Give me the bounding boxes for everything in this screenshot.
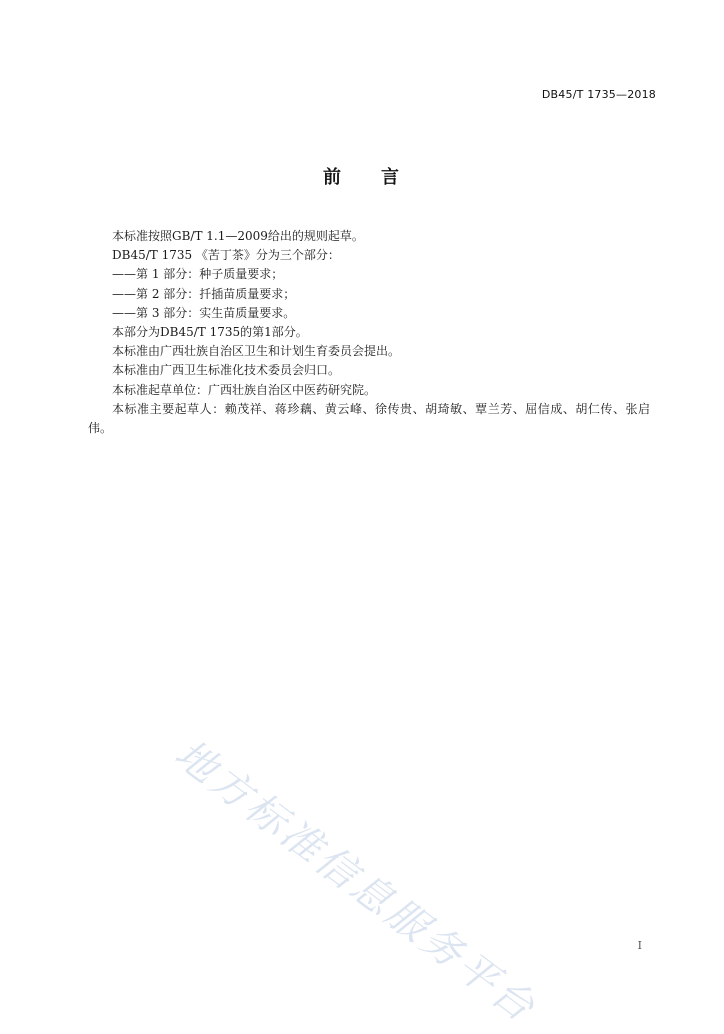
- paragraph-proposer: 本标准由广西壮族自治区卫生和计划生育委员会提出。: [112, 344, 401, 359]
- title-char-2: 言: [381, 167, 401, 188]
- paragraph-drafting-rules: 本标准按照GB/T 1.1—2009给出的规则起草。: [112, 229, 364, 243]
- paragraph-part-1: ——第 1 部分：种子质量要求；: [112, 267, 284, 282]
- paragraph-drafting-unit: 本标准起草单位：广西壮族自治区中医药研究院。: [112, 382, 377, 397]
- foreword-body: [88, 227, 650, 438]
- paragraph-drafters: 本标准主要起草人：赖茂祥、蒋珍藕、黄云峰、徐传贵、胡琦敏、覃兰芳、屈信成、胡仁传、张启伟。: [88, 401, 650, 436]
- watermark: 地方标准信息服务平台: [166, 730, 546, 1033]
- paragraph-administrator: 本标准由广西卫生标准化技术委员会归口。: [112, 363, 341, 378]
- title-char-1: 前: [323, 167, 343, 188]
- standard-code: DB45/T 1735—2018: [541, 88, 656, 101]
- paragraph-parts-intro: DB45/T 1735 《苦丁茶》分为三个部分：: [112, 248, 340, 263]
- paragraph-part-2: ——第 2 部分：扦插苗质量要求；: [112, 286, 296, 301]
- paragraph-this-part: 本部分为DB45/T 1735的第1部分。: [112, 325, 308, 340]
- paragraph-part-3: ——第 3 部分：实生苗质量要求。: [112, 305, 296, 320]
- page-number: I: [637, 939, 642, 952]
- page-title: [0, 163, 724, 189]
